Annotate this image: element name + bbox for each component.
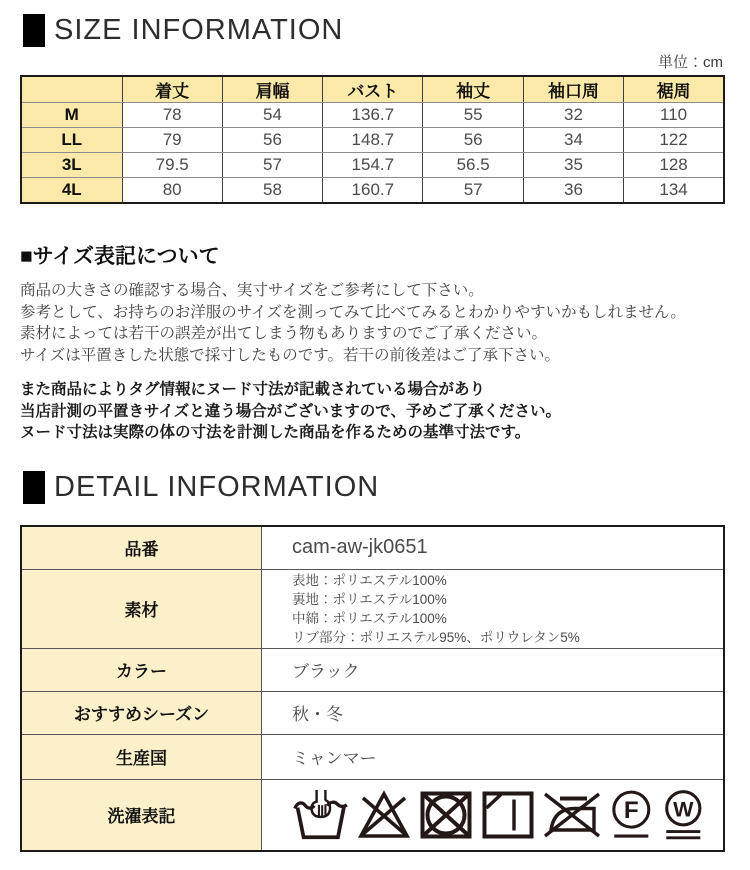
do-not-bleach-icon (356, 789, 412, 841)
col-header-bust: バスト (323, 76, 423, 103)
size-notes-section (20, 240, 750, 444)
note-line: また商品によりタグ情報にヌード寸法が記載されている場合があり (20, 381, 486, 398)
row-label: 生産国 (21, 734, 262, 779)
cell-value: 56.5 (423, 153, 523, 178)
bottom-whitespace (0, 852, 750, 870)
table-row-country (21, 734, 724, 779)
black-square-marker (23, 471, 45, 504)
cell-value: 122 (624, 128, 724, 153)
size-information-section (0, 0, 750, 204)
size-label: 4L (21, 178, 122, 204)
size-section-title-text: SIZE INFORMATION (54, 14, 344, 46)
table-row-size-m (21, 103, 724, 128)
table-row-color (21, 648, 724, 691)
cell-value: 110 (624, 103, 724, 128)
cell-value: 78 (122, 103, 222, 128)
note-line: 商品の大きさの確認する場合、実寸サイズをご参考にして下さい。 (20, 282, 484, 299)
cell-value: 35 (523, 153, 623, 178)
cell-value: 136.7 (323, 103, 423, 128)
table-row-material (21, 569, 724, 648)
country-value: ミャンマー (262, 734, 725, 779)
cell-value: 36 (523, 178, 623, 204)
material-line: 裏地：ポリエステル100% (292, 591, 447, 607)
table-row-size-3l (21, 153, 724, 178)
note-line: ヌード寸法は実際の体の寸法を計測した商品を作るための基準寸法です。 (20, 424, 531, 441)
cell-value: 57 (423, 178, 523, 204)
note-line: 参考として、お持ちのお洋服のサイズを測ってみて比べてみるとわかりやすいかもしれません。 (20, 303, 686, 321)
size-label: M (21, 103, 122, 128)
row-label: 洗濯表記 (21, 779, 262, 851)
col-header-length: 着丈 (122, 76, 222, 103)
size-notes-paragraph-1 (20, 280, 750, 366)
note-line: 素材によっては若干の誤差が出てしまう物もありますのでご了承ください。 (20, 325, 548, 342)
cell-value: 154.7 (323, 153, 423, 178)
care-symbols-group (292, 787, 722, 843)
unit-label: 単位：cm (658, 54, 723, 71)
row-label: 品番 (21, 526, 262, 570)
do-not-iron-icon (542, 789, 602, 841)
note-line: 当店計測の平置きサイズと違う場合がございますので、予めご了承ください。 (20, 402, 561, 420)
svg-text:W: W (673, 796, 694, 821)
color-value: ブラック (262, 648, 725, 691)
detail-section-title (23, 471, 750, 504)
cell-value: 34 (523, 128, 623, 153)
table-row-product-number (21, 526, 724, 570)
col-header-hem: 裾周 (624, 76, 724, 103)
cell-value: 56 (222, 128, 322, 153)
cell-value: 56 (423, 128, 523, 153)
svg-text:F: F (623, 796, 639, 824)
col-header-sleeve: 袖丈 (423, 76, 523, 103)
season-value: 秋・冬 (262, 691, 725, 734)
material-line: 表地：ポリエステル100% (292, 572, 447, 588)
dry-clean-petroleum-gentle-icon (608, 789, 655, 841)
size-section-title (23, 0, 750, 47)
cell-value: 160.7 (323, 178, 423, 204)
material-line: 中綿：ポリエステル100% (292, 610, 447, 626)
table-row-season (21, 691, 724, 734)
row-label: カラー (21, 648, 262, 691)
cell-value: 148.7 (323, 128, 423, 153)
cell-value: 134 (624, 178, 724, 204)
cell-value: 32 (523, 103, 623, 128)
cell-value: 57 (222, 153, 322, 178)
size-label: 3L (21, 153, 122, 178)
row-label: おすすめシーズン (21, 691, 262, 734)
col-header-shoulder: 肩幅 (222, 76, 322, 103)
size-table-header-row (21, 76, 724, 103)
wet-clean-very-gentle-icon (660, 789, 707, 841)
line-dry-in-shade-icon (480, 789, 536, 841)
cell-value: 79.5 (122, 153, 222, 178)
do-not-tumble-dry-icon (418, 789, 474, 841)
cell-value: 58 (222, 178, 322, 204)
size-notes-paragraph-2 (20, 379, 750, 444)
table-row-size-ll (21, 128, 724, 153)
size-notes-title: ■サイズ表記について (20, 245, 220, 268)
table-row-care-symbols (21, 779, 724, 851)
detail-section-title-text: DETAIL INFORMATION (54, 470, 380, 503)
detail-table (20, 525, 725, 852)
size-label: LL (21, 128, 122, 153)
note-line: サイズは平置きした状態で採寸したものです。若干の前後差はご了承下さい。 (20, 346, 561, 364)
col-header-cuff: 袖口周 (523, 76, 623, 103)
cell-value: 55 (423, 103, 523, 128)
size-table-corner-cell (21, 76, 122, 103)
cell-value: 128 (624, 153, 724, 178)
row-label: 素材 (21, 569, 262, 648)
cell-value: 80 (122, 178, 222, 204)
detail-information-section (0, 471, 750, 852)
material-value (262, 569, 725, 648)
cell-value: 54 (222, 103, 322, 128)
cell-value: 79 (122, 128, 222, 153)
black-square-marker (23, 14, 45, 47)
material-line: リブ部分：ポリエステル95%、ポリウレタン5% (292, 629, 580, 645)
care-symbols-value (262, 779, 725, 851)
size-table (20, 75, 725, 204)
table-row-size-4l (21, 178, 724, 204)
hand-wash-icon (292, 789, 350, 841)
product-number-value: cam-aw-jk0651 (262, 526, 725, 570)
